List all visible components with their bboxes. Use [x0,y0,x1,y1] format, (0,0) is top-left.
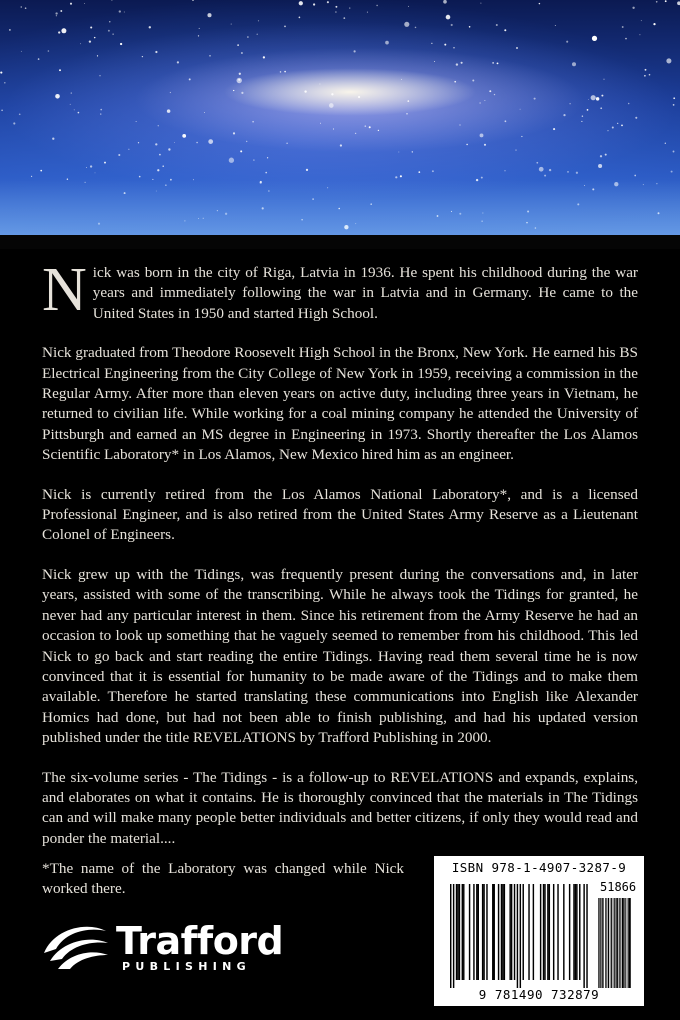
star [484,144,486,146]
star [241,92,243,94]
star [1,109,3,111]
star [280,71,282,73]
star [240,150,242,152]
star [111,0,112,1]
star [58,31,60,33]
star [641,20,642,21]
star [395,176,397,178]
addon-bar [615,898,616,988]
star [340,144,342,146]
addon-bar [602,898,603,988]
star [95,172,96,173]
star [549,169,551,171]
addon-bar [617,898,618,988]
star [319,84,320,85]
addon-bar [616,898,617,988]
star [31,176,32,177]
addon-bar [602,898,603,988]
addon-bar [624,898,625,988]
star [587,109,589,111]
star [534,98,536,100]
addon-bar [599,898,600,988]
star [459,124,460,125]
star [628,103,630,105]
star [504,170,505,171]
star [94,37,95,38]
star [120,43,122,45]
addon-bar [630,898,631,988]
star [406,113,408,115]
addon-bar [603,898,604,988]
star [673,151,675,153]
addon-bar [627,898,628,988]
star [563,114,565,116]
star [591,95,596,100]
star [567,171,569,173]
publisher-subtitle: PUBLISHING [122,960,251,973]
star [108,30,110,32]
star [365,125,367,127]
star [605,154,607,156]
star [158,125,159,126]
publisher-name: Trafford [116,919,284,963]
star [253,159,254,160]
addon-bar [608,898,609,988]
star [665,143,666,144]
star [335,11,337,13]
star [198,35,199,36]
star [207,13,211,17]
star [481,177,483,179]
star [124,12,125,13]
addon-bar [614,898,615,988]
divider-band [0,235,680,249]
star [494,94,495,95]
star [621,124,623,126]
star [603,79,604,80]
star [112,33,113,34]
addon-bar [611,898,612,988]
addon-bar [619,898,620,988]
star [376,5,377,6]
star [639,34,640,35]
star [239,73,241,75]
star [247,36,249,38]
star [142,56,143,57]
bio-paragraph-5: The six-volume series - The Tidings - is a follow-up to REVELATIONS and expands, explains, and elaborates on what it contains. He is thoroughly convinced that the materials in The Tidings can and will make many people better individuals and better citizens, if only they would read and ponder the material.... [42,768,638,847]
star [174,142,175,143]
star [415,27,417,29]
star [598,164,602,168]
star [505,120,507,122]
star [401,79,402,80]
price-code: 51866 [600,880,637,894]
star [398,152,399,153]
star [671,171,673,173]
star [622,26,624,28]
star [333,128,334,129]
star [635,117,637,119]
star [355,133,356,134]
star [199,28,200,29]
addon-bar [609,898,610,988]
star [70,104,71,105]
star [453,47,454,48]
star [329,103,334,108]
drop-cap: N [42,256,87,324]
bio-paragraph-1-text: ick was born in the city of Riga, Latvia in 1936. He spent his childhood during the war years and immediately following the war in Latvia and in Germany. He came to the United States in 1950 and started High School. [92,264,638,322]
star [320,123,321,124]
star [306,169,308,171]
addon-bar [600,898,601,988]
star [192,0,194,1]
star [331,93,333,95]
star [100,109,102,111]
star [432,170,434,172]
addon-bar [622,898,623,988]
star [286,142,288,144]
star [159,154,161,156]
star [385,41,389,45]
price-addon-bars [440,878,640,988]
bio-paragraph-1 [42,256,638,324]
star [74,109,75,110]
star [544,175,546,177]
star [480,133,484,137]
star [128,149,129,150]
star [673,104,675,106]
star [59,69,61,71]
star [656,1,658,3]
star [263,56,265,58]
star [258,20,259,21]
ean-digits: 9 781490 732879 [478,987,600,1002]
star [299,17,301,19]
addon-bar [611,898,612,988]
star [167,109,171,113]
star [48,50,50,52]
author-bio [42,256,638,868]
star [157,169,159,171]
star [155,143,157,145]
isbn-label: ISBN 978-1-4907-3287-9 [451,860,627,875]
star [204,112,205,113]
star [484,100,485,101]
star [238,79,240,81]
bio-paragraph-3: Nick is currently retired from the Los Alamos National Laboratory*, and is a licensed Professional Engineer, and is also retired from the United States Army Reserve as a Lieutenant Colonel of Engineers. [42,485,638,544]
star [170,92,171,93]
star [600,155,602,157]
star [19,113,21,115]
star [267,157,268,158]
addon-bar [623,898,624,988]
star [182,134,186,138]
star [97,55,98,56]
star [443,0,447,4]
star [149,26,151,28]
footnote: *The name of the Laboratory was changed while Nick worked there. [42,860,404,898]
star [480,3,481,4]
star [265,172,267,174]
star [588,99,589,100]
star [335,6,337,8]
star [607,130,608,131]
star [400,175,402,177]
star [343,17,345,19]
addon-bar [618,898,619,988]
star [625,38,627,40]
cover-galaxy-image [0,0,680,235]
star [649,74,651,76]
star [536,162,538,164]
star [644,75,646,77]
star [666,58,671,63]
addon-bar [620,898,621,988]
star [673,97,675,99]
star [233,132,235,134]
star [0,72,2,74]
star [632,7,634,9]
star [208,139,213,144]
star [378,130,379,131]
star [60,10,62,12]
star [539,167,544,172]
isbn-barcode [434,856,644,1006]
star [515,150,516,151]
star [90,165,92,167]
star [555,25,556,26]
star [479,102,480,103]
star [539,3,540,4]
star [78,112,80,114]
star [304,90,306,92]
star [21,6,22,7]
star [257,34,258,35]
star [99,75,100,76]
star [521,136,522,137]
star [284,71,286,73]
star [461,62,463,64]
star [89,40,91,42]
star [21,51,22,52]
star [4,82,6,84]
addon-bar [629,898,630,988]
star [354,50,356,52]
star [469,26,471,28]
bio-paragraph-2: Nick graduated from Theodore Roosevelt High School in the Bronx, New York. He earned his BS Electrical Engineering from the City College of New York in 1959, receiving a commission in the Regular Army. After more than eleven years on active duty, including three years in Vietnam, he returned to civilian life. While working for a coal mining company he attended the University of Pittsburgh and earned an MS degree in Engineering in 1973. Shortly thereafter the Los Alamos Scientific Laboratory* in Los Alamos, New Mexico hired him as an engineer. [42,344,638,464]
star [229,158,234,163]
star [246,141,247,142]
addon-bar [623,898,624,988]
star [55,94,60,99]
star [109,21,110,22]
star [582,115,583,116]
star [119,10,121,12]
star [100,114,101,115]
star [138,142,139,143]
star [456,63,458,65]
star [25,7,27,9]
star [55,12,57,14]
star [612,126,614,128]
trafford-wave-icon [40,919,112,977]
star [369,126,371,128]
star [496,24,498,26]
star [252,121,254,123]
star [492,62,494,64]
star [592,36,597,41]
star [61,28,66,33]
star [572,62,576,66]
star [358,96,360,98]
addon-bar [598,898,599,988]
star [412,151,413,152]
star [504,29,506,31]
star [617,123,618,124]
star [601,95,603,97]
star [104,162,106,164]
star [444,44,446,46]
star [241,52,243,54]
star [70,3,72,5]
star [84,3,85,4]
addon-bar [625,898,626,988]
addon-bar [630,898,631,988]
star [52,138,54,140]
star [80,43,81,44]
star [367,12,368,13]
star [9,29,11,31]
star [71,92,72,93]
star [13,122,15,124]
star [418,171,420,173]
star [162,165,163,166]
star [576,172,578,174]
star [497,62,499,64]
star [408,6,409,7]
star [634,175,636,177]
star [569,103,570,104]
star [653,23,655,25]
star [446,15,451,20]
star [231,24,232,25]
star [600,107,602,109]
star [155,51,157,53]
star [313,3,315,5]
star [196,142,198,144]
star [209,55,211,57]
star [466,144,467,145]
star [645,69,647,71]
star [327,1,329,3]
star [407,100,409,102]
star [349,8,350,9]
star [299,1,303,5]
star [38,58,40,60]
star [553,128,555,130]
star [665,0,667,2]
sky-fade [0,180,680,235]
publisher-logo [40,917,310,979]
star [434,61,435,62]
star [86,167,87,168]
addon-bar [628,898,629,988]
star [520,109,521,110]
star [237,44,239,46]
star [284,25,286,27]
star [56,15,57,16]
star [168,148,170,150]
star [404,22,409,27]
star [90,26,92,28]
bio-paragraph-4: Nick grew up with the Tidings, was frequently present during the conversations and, in later years, assisted with some of the transcribing. While he always took the Tidings for granted, he never had any particular interest in them. Since his retirement from the Army Reserve he had an occasion to look up something that he vaguely seemed to remember from his childhood. This led Nick to go back and start reading the entire Tidings. Having read them several time he is now convinced that it is essential for humanity to be made aware of the Tidings and to make them available. Therefore he started translating these communications into English like Alexander Homics had done, but had not been able to finish publishing, and had his updated version published under the title REVELATIONS by Trafford Publishing in 2000. [42,565,638,747]
star [233,90,234,91]
star [472,80,474,82]
addon-bar [606,898,607,988]
star [516,47,518,49]
star [489,90,491,92]
star [40,170,42,172]
star [581,121,582,122]
star [454,81,456,83]
star [566,41,568,43]
star [136,121,137,122]
star [431,43,432,44]
addon-bar [613,898,614,988]
star [451,24,453,26]
star [189,78,191,80]
star [139,176,141,178]
star [177,61,179,63]
addon-bar [605,898,606,988]
star [118,154,120,156]
star [596,97,599,100]
